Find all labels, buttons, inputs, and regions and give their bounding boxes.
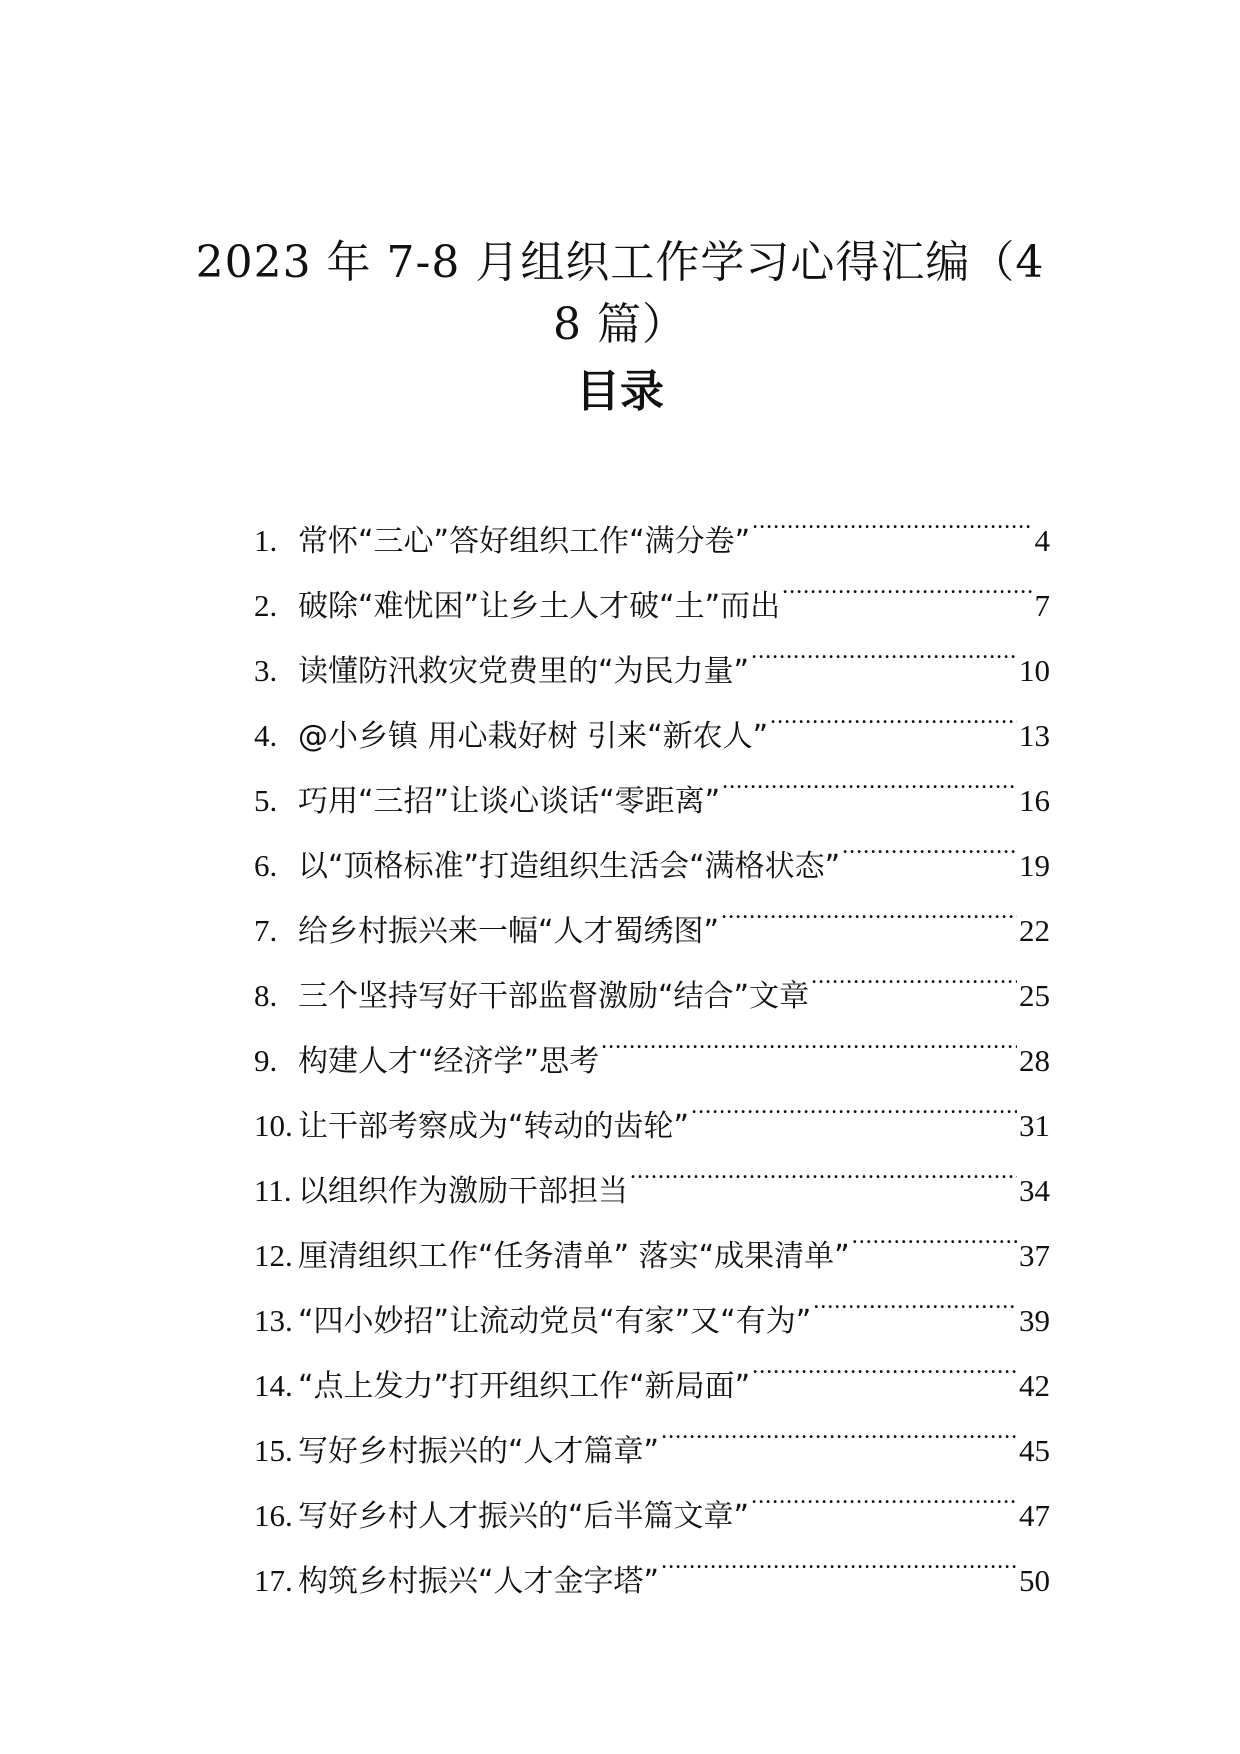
toc-entry-number: 5. [254,783,278,818]
toc-entry-page-number: 39 [1019,1303,1050,1338]
toc-leader-dots [661,1526,1017,1591]
toc-entry-number: 8. [254,978,278,1013]
toc-leader-dots [782,551,1032,616]
toc-entry-page-number: 28 [1019,1043,1050,1078]
toc-leader-dots [721,876,1017,941]
toc-leader-dots [751,616,1017,681]
toc-entry-page-number: 7 [1034,588,1050,623]
toc-entry-title[interactable]: 构筑乡村振兴“人才金字塔” [298,1564,660,1599]
document-title [190,232,1050,356]
toc-entry-number: 2. [254,588,278,623]
toc-entry-title[interactable]: 巧用“三招”让谈心谈话“零距离” [298,784,721,819]
toc-entry-title[interactable]: 以组织作为激励干部担当 [298,1174,628,1209]
toc-entry-title[interactable]: @小乡镇 用心栽好树 引来“新农人” [298,719,769,754]
toc-entry-page-number: 22 [1019,913,1050,948]
toc-entry-page-number: 16 [1019,783,1050,818]
toc-entry-title[interactable]: “点上发力”打开组织工作“新局面” [298,1369,751,1404]
toc-entry-page-number: 37 [1019,1238,1050,1273]
toc-entry-title[interactable]: “四小妙招”让流动党员“有家”又“有为” [298,1304,812,1339]
toc-leader-dots [842,811,1017,876]
toc-entry-page-number: 19 [1019,848,1050,883]
toc-entry-number: 12. [254,1238,293,1273]
document-title-line2: 8 篇） [553,299,687,350]
toc-entry-title[interactable]: 写好乡村人才振兴的“后半篇文章” [298,1499,750,1534]
toc-leader-dots [770,681,1017,746]
toc-entry-page-number: 25 [1019,978,1050,1013]
toc-leader-dots [751,1461,1017,1526]
toc-leader-dots [630,1136,1017,1201]
toc-entry-number: 4. [254,718,278,753]
toc-entry-title[interactable]: 让干部考察成为“转动的齿轮” [298,1109,690,1144]
toc-entry-number: 7. [254,913,278,948]
toc-leader-dots [722,746,1017,811]
toc-entry-title[interactable]: 厘清组织工作“任务清单” 落实“成果清单” [298,1239,850,1274]
toc-entry-number: 15. [254,1433,293,1468]
toc-leader-dots [852,1201,1017,1266]
toc-entry-page-number: 47 [1019,1498,1050,1533]
toc-leader-dots [601,1006,1017,1071]
toc-entry-number: 9. [254,1043,278,1078]
toc-entry-number: 13. [254,1303,293,1338]
toc-entry-page-number: 42 [1019,1368,1050,1403]
toc-entry-page-number: 50 [1019,1563,1050,1598]
toc-entry-page-number: 45 [1019,1433,1050,1468]
toc-leader-dots [813,1266,1017,1331]
toc-entry-page-number: 34 [1019,1173,1050,1208]
toc-entry-title[interactable]: 构建人才“经济学”思考 [298,1044,600,1079]
toc-entry-title[interactable]: 三个坚持写好干部监督激励“结合”文章 [298,979,810,1014]
toc-entry-title[interactable]: 读懂防汛救灾党费里的“为民力量” [298,654,750,689]
toc-leader-dots [811,941,1017,1006]
table-of-contents [254,486,1050,1599]
toc-entry-number: 1. [254,523,278,558]
toc-entry-page-number: 10 [1019,653,1050,688]
toc-heading: 目录 [576,366,664,417]
toc-entry-title[interactable]: 给乡村振兴来一幅“人才蜀绣图” [298,914,720,949]
toc-entry-number: 10. [254,1108,293,1143]
toc-entry-number: 11. [254,1173,292,1208]
toc-entry-title[interactable]: 破除“难忧困”让乡土人才破“土”而出 [298,589,781,624]
toc-leader-dots [691,1071,1017,1136]
toc-entry[interactable] [254,486,1050,559]
toc-leader-dots [752,486,1032,551]
toc-entry-number: 6. [254,848,278,883]
toc-entry-page-number: 13 [1019,718,1050,753]
toc-entry-page-number: 4 [1034,523,1050,558]
toc-entry-title[interactable]: 常怀“三心”答好组织工作“满分卷” [298,524,751,559]
toc-entry-page-number: 31 [1019,1108,1050,1143]
toc-entry-number: 14. [254,1368,293,1403]
toc-entry-number: 3. [254,653,278,688]
toc-entry-title[interactable]: 写好乡村振兴的“人才篇章” [298,1434,660,1469]
toc-entry-number: 17. [254,1563,293,1598]
toc-leader-dots [661,1396,1017,1461]
document-title-line1: 2023 年 7-8 月组织工作学习心得汇编（4 [195,237,1045,288]
toc-entry-title[interactable]: 以“顶格标准”打造组织生活会“满格状态” [298,849,841,884]
toc-entry-number: 16. [254,1498,293,1533]
toc-leader-dots [752,1331,1017,1396]
